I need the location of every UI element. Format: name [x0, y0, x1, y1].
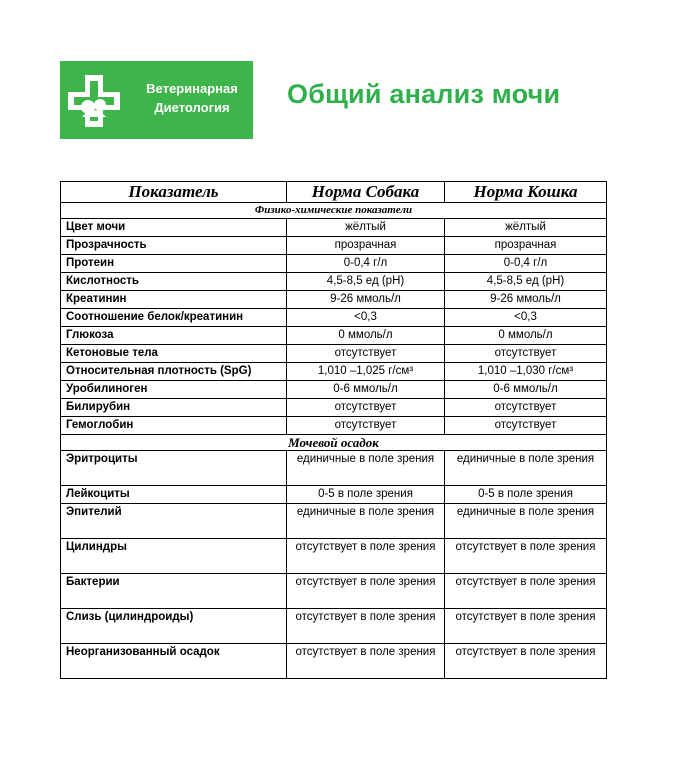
row-cat-norm: отсутствует — [445, 345, 607, 363]
row-dog-norm: 9-26 ммоль/л — [287, 291, 445, 309]
header-indicator: Показатель — [61, 182, 287, 203]
row-dog-norm: <0,3 — [287, 309, 445, 327]
row-indicator-name: Бактерии — [61, 574, 287, 609]
table-row — [61, 486, 607, 504]
row-dog-norm: отсутствует — [287, 345, 445, 363]
row-indicator-name: Цвет мочи — [61, 219, 287, 237]
row-dog-norm: отсутствует в поле зрения — [287, 609, 445, 644]
row-cat-norm: 4,5-8,5 ед (рН) — [445, 273, 607, 291]
section-title: Физико-химические показатели — [61, 203, 607, 219]
row-cat-norm: единичные в поле зрения — [445, 504, 607, 539]
table-row — [61, 451, 607, 486]
row-dog-norm: отсутствует в поле зрения — [287, 644, 445, 679]
row-indicator-name: Слизь (цилиндроиды) — [61, 609, 287, 644]
row-dog-norm: 0-0,4 г/л — [287, 255, 445, 273]
row-indicator-name: Соотношение белок/креатинин — [61, 309, 287, 327]
row-indicator-name: Кетоновые тела — [61, 345, 287, 363]
table-row — [61, 309, 607, 327]
page-title: Общий анализ мочи — [287, 79, 561, 109]
row-cat-norm: отсутствует — [445, 417, 607, 435]
table-row — [61, 345, 607, 363]
row-indicator-name: Протеин — [61, 255, 287, 273]
row-cat-norm: единичные в поле зрения — [445, 451, 607, 486]
section-title: Мочевой осадок — [61, 435, 607, 451]
table-header-row — [61, 182, 607, 203]
row-indicator-name: Глюкоза — [61, 327, 287, 345]
row-dog-norm: отсутствует — [287, 417, 445, 435]
row-cat-norm: 0 ммоль/л — [445, 327, 607, 345]
table-row — [61, 644, 607, 679]
table-row — [61, 363, 607, 381]
row-cat-norm: отсутствует в поле зрения — [445, 644, 607, 679]
row-indicator-name: Уробилиноген — [61, 381, 287, 399]
row-dog-norm: отсутствует — [287, 399, 445, 417]
row-dog-norm: 0-6 ммоль/л — [287, 381, 445, 399]
row-cat-norm: отсутствует в поле зрения — [445, 574, 607, 609]
table-row — [61, 399, 607, 417]
table-row — [61, 237, 607, 255]
row-cat-norm: <0,3 — [445, 309, 607, 327]
row-dog-norm: 4,5-8,5 ед (рН) — [287, 273, 445, 291]
row-indicator-name: Креатинин — [61, 291, 287, 309]
row-cat-norm: жёлтый — [445, 219, 607, 237]
table-row — [61, 255, 607, 273]
row-cat-norm: 0-5 в поле зрения — [445, 486, 607, 504]
row-cat-norm: отсутствует в поле зрения — [445, 609, 607, 644]
row-cat-norm: отсутствует в поле зрения — [445, 539, 607, 574]
row-dog-norm: прозрачная — [287, 237, 445, 255]
table-row — [61, 327, 607, 345]
row-indicator-name: Кислотность — [61, 273, 287, 291]
row-indicator-name: Относительная плотность (SpG) — [61, 363, 287, 381]
row-dog-norm: отсутствует в поле зрения — [287, 574, 445, 609]
row-indicator-name: Цилиндры — [61, 539, 287, 574]
header-dog-norm: Норма Собака — [287, 182, 445, 203]
table-row — [61, 273, 607, 291]
row-indicator-name: Лейкоциты — [61, 486, 287, 504]
row-cat-norm: 0-6 ммоль/л — [445, 381, 607, 399]
table-row — [61, 574, 607, 609]
table-row — [61, 609, 607, 644]
section-header-row — [61, 203, 607, 219]
row-cat-norm: 0-0,4 г/л — [445, 255, 607, 273]
row-cat-norm: 9-26 ммоль/л — [445, 291, 607, 309]
row-dog-norm: 1,010 –1,025 г/см³ — [287, 363, 445, 381]
row-indicator-name: Неорганизованный осадок — [61, 644, 287, 679]
section-header-row — [61, 435, 607, 451]
urinalysis-table — [60, 181, 607, 679]
brand-logo — [60, 61, 253, 139]
vet-cross-icon — [66, 73, 122, 129]
row-dog-norm: единичные в поле зрения — [287, 504, 445, 539]
row-dog-norm: 0 ммоль/л — [287, 327, 445, 345]
table-row — [61, 291, 607, 309]
row-cat-norm: отсутствует — [445, 399, 607, 417]
row-cat-norm: 1,010 –1,030 г/см³ — [445, 363, 607, 381]
row-dog-norm: единичные в поле зрения — [287, 451, 445, 486]
row-indicator-name: Эпителий — [61, 504, 287, 539]
row-dog-norm: отсутствует в поле зрения — [287, 539, 445, 574]
logo-line-1: Ветеринарная — [146, 81, 238, 96]
row-dog-norm: жёлтый — [287, 219, 445, 237]
row-indicator-name: Прозрачность — [61, 237, 287, 255]
row-indicator-name: Гемоглобин — [61, 417, 287, 435]
table-row — [61, 417, 607, 435]
table-row — [61, 539, 607, 574]
logo-line-2: Диетология — [154, 100, 230, 115]
row-cat-norm: прозрачная — [445, 237, 607, 255]
table-row — [61, 219, 607, 237]
row-dog-norm: 0-5 в поле зрения — [287, 486, 445, 504]
table-row — [61, 381, 607, 399]
header-cat-norm: Норма Кошка — [445, 182, 607, 203]
row-indicator-name: Билирубин — [61, 399, 287, 417]
table-row — [61, 504, 607, 539]
row-indicator-name: Эритроциты — [61, 451, 287, 486]
